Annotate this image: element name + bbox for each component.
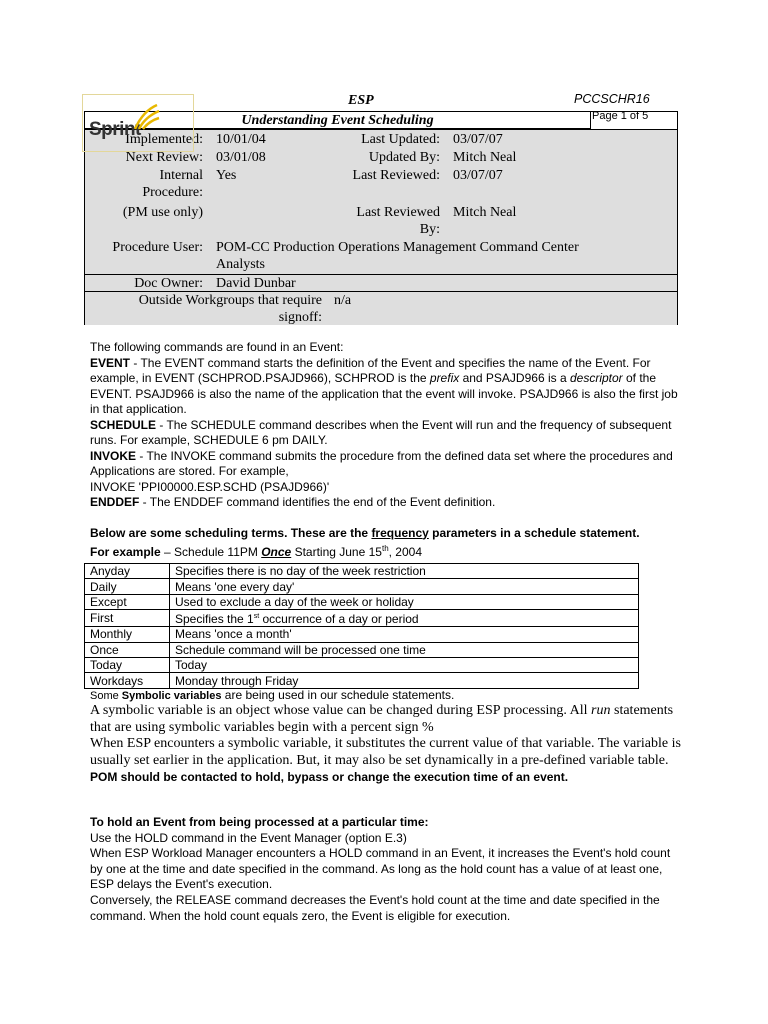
workgroups-value: n/a (334, 293, 352, 308)
next-review-label: Next Review: (125, 150, 203, 165)
updated-by-label: Updated By: (368, 150, 440, 165)
page-number: Page 1 of 5 (592, 110, 649, 122)
release-explanation: Conversely, the RELEASE command decreases the Event's hold count at the time and date specified in the command. When the hold count equals zero, the Event is eligible for execution. (90, 892, 660, 923)
term-description: Means 'once a month' (170, 627, 639, 642)
schedule-keyword: SCHEDULE (90, 417, 157, 432)
workgroups-label-2: signoff: (278, 310, 322, 325)
last-reviewed-value: 03/07/07 (453, 168, 503, 183)
term-description: Specifies there is no day of the week restriction (170, 564, 639, 579)
table-row (85, 627, 639, 642)
command-descriptions (90, 340, 680, 561)
invoke-keyword: INVOKE (90, 448, 137, 463)
schedule-description: SCHEDULE - The SCHEDULE command describes when the Event will run and the frequency of subsequent runs. For example, SCHEDULE 6 pm DAILY. (90, 417, 672, 447)
last-updated-label: Last Updated: (361, 132, 440, 147)
terms-example: For example – Schedule 11PM Once Starting June 15th, 2004 (90, 544, 423, 559)
table-row (85, 657, 639, 672)
terms-intro: Below are some scheduling terms. These are the frequency parameters in a schedule statement. (90, 525, 640, 540)
procedure-user-value-2: Analysts (216, 257, 265, 272)
term-cell: Daily (85, 579, 170, 594)
term-cell: Monthly (85, 627, 170, 642)
table-row (85, 564, 639, 579)
table-row (85, 579, 639, 594)
hold-explanation: When ESP Workload Manager encounters a HOLD command in an Event, it increases the Event's hold count by one at the time and date specified in the command. As long as the hold count has a value of at least one, ESP delays the Event's execution. (90, 846, 671, 892)
term-cell: Workdays (85, 673, 170, 688)
workgroups-label: Outside Workgroups that require (138, 293, 322, 308)
last-reviewed-by-label: Last Reviewed (356, 205, 440, 220)
last-reviewed-by-label-2: By: (419, 222, 440, 237)
procedure-user-label: Procedure User: (112, 240, 203, 255)
sprint-pin-icon (131, 101, 161, 131)
symbolic-variables-substitution: When ESP encounters a symbolic variable, it substitutes the current value of that variable. The variable is usually set earlier in the application. But, it may also be set dynamically in a pre-defined variable table. (90, 736, 681, 768)
internal-procedure-value: Yes (216, 168, 237, 183)
hold-instruction: Use the HOLD command in the Event Manager (option E.3) (90, 830, 407, 845)
internal-procedure-label-2: Procedure: (142, 185, 203, 200)
last-reviewed-by-value: Mitch Neal (453, 205, 517, 220)
term-cell: Today (85, 657, 170, 672)
implemented-label: Implemented: (125, 132, 203, 147)
procedure-user-value: POM-CC Production Operations Management Command Center (216, 240, 579, 255)
term-cell: Except (85, 594, 170, 609)
invoke-example: INVOKE 'PPI00000.ESP.SCHD (PSAJD966)' (90, 479, 330, 494)
intro-text: The following commands are found in an Event: (90, 340, 344, 354)
next-review-value: 03/01/08 (216, 150, 266, 165)
term-description: Used to exclude a day of the week or holiday (170, 594, 639, 609)
enddef-keyword: ENDDEF (90, 495, 140, 509)
sprint-logo-text: Sprint (89, 119, 141, 140)
event-description: EVENT - The EVENT command starts the definition of the Event and specifies the name of the Event. For example, in EVENT (SCHPROD.PSAJD966), SCHPROD is the prefix and PSAJD966 is a descriptor of the EVENT. PSAJD966 is also the name of the application that the event will invoke. PSAJD966 is also the first job in that application. (90, 355, 678, 416)
document-title: ESP (348, 93, 374, 108)
enddef-description: ENDDEF - The ENDDEF command identifies the end of the Event definition. (90, 495, 496, 509)
last-reviewed-label: Last Reviewed: (352, 168, 440, 183)
internal-procedure-label: Internal (159, 168, 203, 183)
implemented-value: 10/01/04 (216, 132, 266, 147)
term-description: Specifies the 1st occurrence of a day or period (170, 610, 639, 627)
event-keyword: EVENT (90, 355, 131, 370)
hold-heading: To hold an Event from being processed at a particular time: (90, 815, 429, 829)
hold-event-section (90, 815, 680, 924)
pm-use-label: (PM use only) (122, 205, 203, 220)
updated-by-value: Mitch Neal (453, 150, 517, 165)
term-description: Monday through Friday (170, 673, 639, 688)
table-row (85, 642, 639, 657)
symbolic-variables-definition: A symbolic variable is an object whose value can be changed during ESP processing. All run statements that are using symbolic variables begin with a percent sign % (90, 703, 674, 735)
doc-owner-value: David Dunbar (216, 276, 296, 291)
doc-owner-label: Doc Owner: (134, 276, 203, 291)
symbolic-variables-intro: Some Symbolic variables are being used in our schedule statements. (90, 688, 455, 702)
last-updated-value: 03/07/07 (453, 132, 503, 147)
scheduling-terms-table (84, 563, 639, 689)
term-description: Today (170, 657, 639, 672)
term-description: Schedule command will be processed one time (170, 642, 639, 657)
term-cell: Once (85, 642, 170, 657)
table-row (85, 594, 639, 609)
doc-owner-row (85, 274, 677, 292)
pom-contact-note: POM should be contacted to hold, bypass or change the execution time of an event. (90, 770, 569, 784)
document-id: PCCSCHR16 (574, 92, 650, 106)
sprint-logo (82, 94, 194, 152)
table-row (85, 610, 639, 627)
invoke-description: INVOKE - The INVOKE command submits the procedure from the defined data set where the procedures and Applications are stored. For example, (90, 448, 673, 478)
document-subtitle: Understanding Event Scheduling (85, 112, 591, 129)
procedure-metadata (85, 129, 677, 291)
term-cell: First (85, 610, 170, 627)
workgroups-row (85, 291, 677, 325)
term-cell: Anyday (85, 564, 170, 579)
table-row (85, 673, 639, 688)
symbolic-variables-section (90, 688, 682, 785)
term-description: Means 'one every day' (170, 579, 639, 594)
